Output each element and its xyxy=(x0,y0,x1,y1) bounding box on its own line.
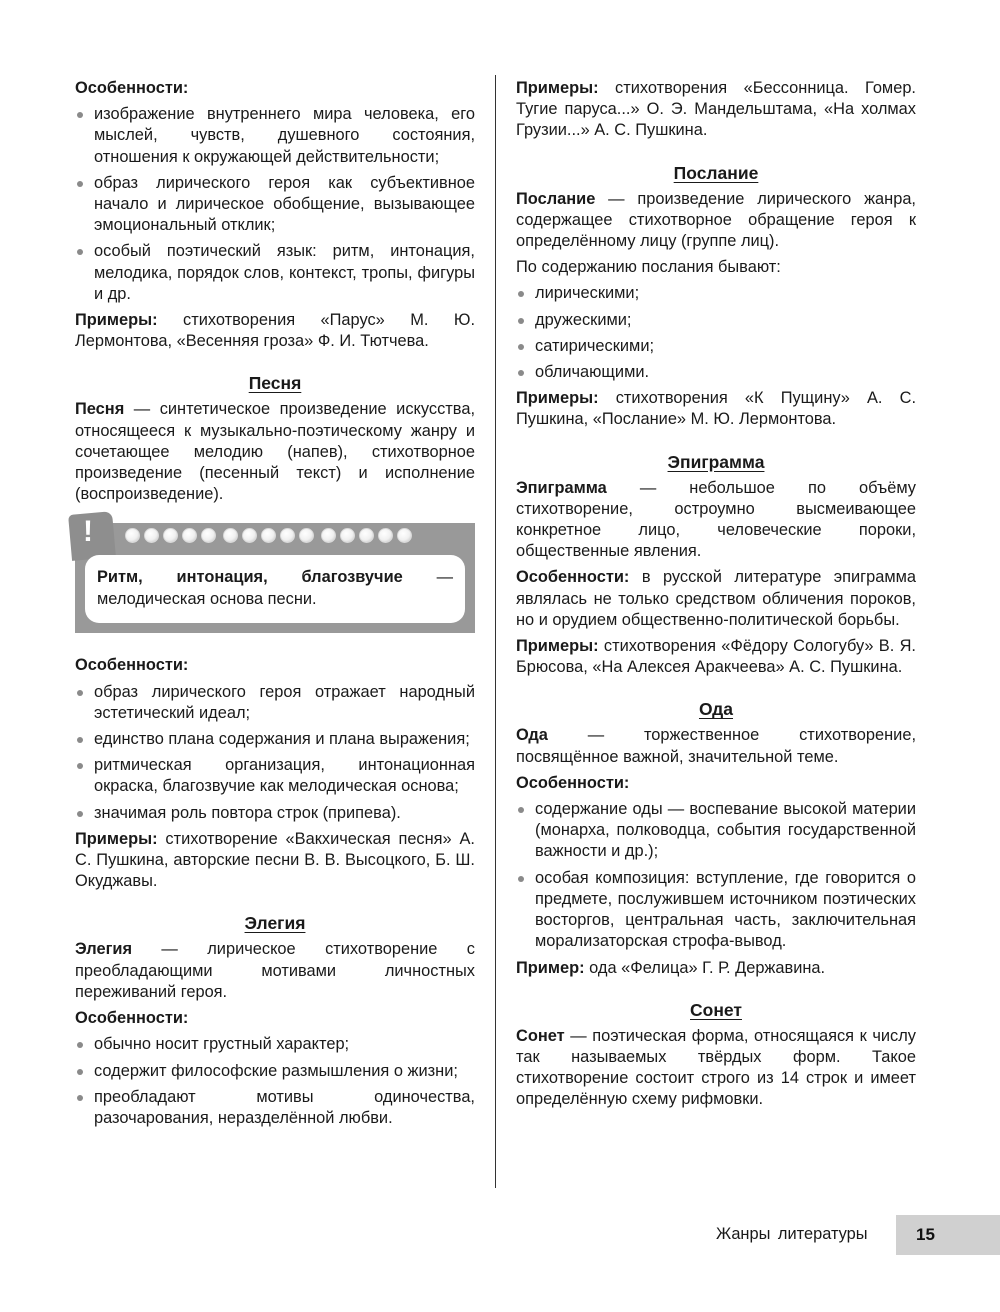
term: Ода xyxy=(516,726,548,745)
section-heading-epistle: Послание xyxy=(673,162,759,183)
elegy-examples xyxy=(516,78,916,142)
list-item: обычно носит грустный характер; xyxy=(75,1034,475,1055)
list-item: сатирическими; xyxy=(516,336,916,357)
section-heading-song: Песня xyxy=(248,373,302,394)
dot-icon xyxy=(280,528,295,543)
page-number-box xyxy=(896,1215,1000,1255)
epigram-features xyxy=(516,567,916,631)
dot-icon xyxy=(397,528,412,543)
examples-label: Примеры: xyxy=(516,389,599,408)
definition-text: — произведение лирического жанра, содержащее стихотворное обращение героя к определённому лицу (группе лиц). xyxy=(516,189,916,251)
list-item: изображение внутреннего мира человека, его мыслей, чувств, душевного состояния, отношения к окружающей действительности; xyxy=(75,104,475,168)
dot-icon xyxy=(144,528,159,543)
section-heading-ode: Ода xyxy=(698,699,734,720)
section-heading-elegy: Элегия xyxy=(244,913,306,934)
examples-label: Примеры: xyxy=(516,637,599,656)
elegy-features-list xyxy=(75,1034,475,1129)
example-text: ода «Фелица» Г. Р. Державина. xyxy=(584,958,826,977)
right-column xyxy=(516,78,916,1116)
list-item: дружескими; xyxy=(516,310,916,331)
examples-text: стихотворения «К Пущину» А. С. Пушкина, «Послание» М. Ю. Лермонтова. xyxy=(516,389,916,429)
song-examples xyxy=(75,829,475,893)
examples-text: стихотворение «Вакхическая песня» А. С. Пушкина, авторские песни В. В. Высоцкого, Б. Ш. Окуджавы. xyxy=(75,829,475,891)
list-item: значимая роль повтора строк (припева). xyxy=(75,803,475,824)
list-item: преобладают мотивы одиночества, разочарования, неразделённой любви. xyxy=(75,1087,475,1129)
section-heading-epigram: Эпиграмма xyxy=(667,451,765,472)
dot-icon xyxy=(201,528,216,543)
examples-label: Примеры: xyxy=(75,311,158,330)
dot-icon xyxy=(340,528,355,543)
song-features-label: Особенности: xyxy=(75,656,189,675)
definition-text: — небольшое по объёму стихотворение, остроумно высмеивающее конкретное лицо, человеческие пороки, общественные явления. xyxy=(516,478,916,561)
term: Сонет xyxy=(516,1026,565,1045)
dot-icon xyxy=(223,528,238,543)
ode-definition xyxy=(516,725,916,767)
ode-example xyxy=(516,958,916,979)
list-item: образ лирического героя отражает народный эстетический идеал; xyxy=(75,682,475,724)
sonnet-definition xyxy=(516,1026,916,1111)
page-number: 15 xyxy=(916,1225,935,1244)
lyric-features-label: Особенности: xyxy=(75,79,189,97)
epistle-definition xyxy=(516,189,916,253)
term: Элегия xyxy=(75,940,133,959)
epigram-definition xyxy=(516,478,916,563)
epistle-kinds-list xyxy=(516,283,916,383)
examples-label: Примеры: xyxy=(516,79,599,97)
definition-text: — синтетическое произведение искусства, относящееся к музыкально-поэтическому жанру и сочетающее мелодию (напев), стихотворное произведение (песенный текст) и исполнение (воспроизведение). xyxy=(75,400,475,504)
column-divider xyxy=(495,75,496,1188)
list-item: единство плана содержания и плана выражения; xyxy=(75,729,475,750)
exclamation-icon: ! xyxy=(83,515,93,549)
dot-icon xyxy=(182,528,197,543)
epistle-examples xyxy=(516,388,916,430)
list-item: образ лирического героя как субъективное начало и лирическое обобщение, вызывающее эмоциональный отклик; xyxy=(75,173,475,237)
elegy-features-label: Особенности: xyxy=(75,1009,189,1028)
list-item: содержание оды — воспевание высокой материи (монарха, полководца, события государственной важности и др.); xyxy=(516,799,916,863)
ode-features-list xyxy=(516,799,916,952)
callout-definition: — мелодическая основа песни. xyxy=(97,568,453,608)
epistle-kinds-intro: По содержанию послания бывают: xyxy=(516,258,781,277)
dot-icon xyxy=(242,528,257,543)
list-item: особый поэтический язык: ритм, интонация, мелодика, порядок слов, контекст, тропы, фигуры и др. xyxy=(75,241,475,305)
list-item: особая композиция: вступление, где говорится о предмете, послужившем источником поэтических восторгов, центральная часть, заключительная морализаторская строфа-вывод. xyxy=(516,868,916,953)
dot-icon xyxy=(261,528,276,543)
features-text: в русской литературе эпиграмма являлась не только средством обличения пороков, но и орудием общественно-политической борьбы. xyxy=(516,568,916,629)
dot-icon xyxy=(378,528,393,543)
examples-text: стихотворения «Парус» М. Ю. Лермонтова, «Весенняя гроза» Ф. И. Тютчева. xyxy=(75,311,475,351)
dot-icon xyxy=(163,528,178,543)
term: Послание xyxy=(516,189,596,208)
list-item: лирическими; xyxy=(516,283,916,304)
section-heading-sonnet: Сонет xyxy=(690,999,742,1020)
running-footer-title: Жанры литературы xyxy=(716,1225,868,1243)
examples-text: стихотворения «Фёдору Сологубу» В. Я. Брюсова, «На Алексея Аракчеева» А. С. Пушкина. xyxy=(516,637,916,677)
song-definition xyxy=(75,399,475,505)
dot-icon xyxy=(299,528,314,543)
definition-text: — торжественное стихотворение, посвящённое важной, значительной теме. xyxy=(516,726,916,766)
left-column xyxy=(75,78,475,1134)
callout-content xyxy=(85,555,465,623)
list-item: содержит философские размышления о жизни; xyxy=(75,1061,475,1082)
definition-text: — поэтическая форма, относящаяся к числу так называемых твёрдых форм. Такое стихотворение состоит строго из 14 строк и имеет определённую схему рифмовки. xyxy=(516,1026,916,1109)
callout-text xyxy=(97,567,453,609)
elegy-definition xyxy=(75,939,475,1003)
term: Эпиграмма xyxy=(516,478,607,497)
example-label: Пример: xyxy=(516,958,585,977)
term: Песня xyxy=(75,400,125,419)
features-label: Особенности: xyxy=(516,568,630,587)
dot-icon xyxy=(359,528,374,543)
callout-term: Ритм, интонация, благозвучие xyxy=(97,568,403,587)
ode-features-label: Особенности: xyxy=(516,773,630,792)
list-item: ритмическая организация, интонационная окраска, благозвучие как мелодическая основа; xyxy=(75,755,475,797)
dot-icon xyxy=(321,528,336,543)
examples-text: стихотворения «Бессонница. Гомер. Тугие паруса...» О. Э. Мандельштама, «На холмах Грузии...» А. С. Пушкина. xyxy=(516,79,916,140)
definition-text: — лирическое стихотворение с преобладающими мотивами личностных переживаний героя. xyxy=(75,940,475,1001)
callout-box xyxy=(75,515,475,633)
list-item: обличающими. xyxy=(516,362,916,383)
dot-icon xyxy=(125,528,140,543)
song-features-list xyxy=(75,682,475,824)
epigram-examples xyxy=(516,636,916,678)
decorative-dots xyxy=(125,528,412,544)
lyric-examples xyxy=(75,310,475,352)
lyric-features-list xyxy=(75,104,475,305)
examples-label: Примеры: xyxy=(75,829,158,848)
